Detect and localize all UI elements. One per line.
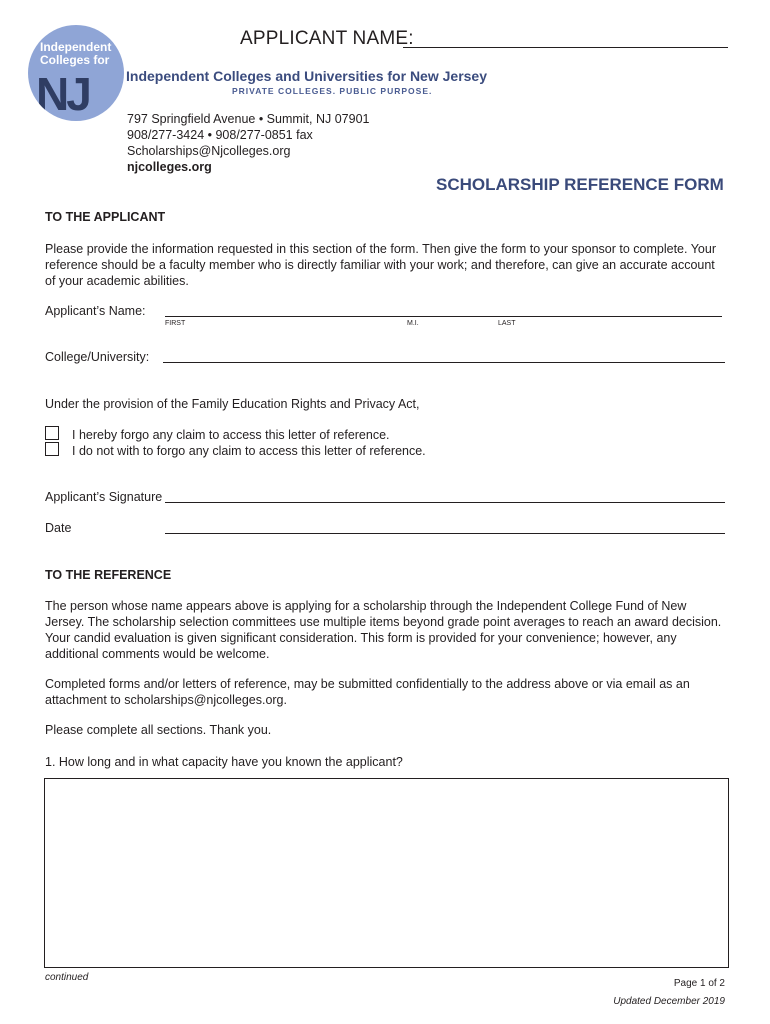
not-forgo-access-label: I do not with to forgo any claim to access this letter of reference. (72, 444, 426, 458)
reference-para-1: The person whose name appears above is applying for a scholarship through the Independent College Fund of New Jersey. The scholarship selection committees use multiple items beyond grade point averages to reach an award decision. Your candid evaluation is given significant consideration. This form is provided for your convenience; however, any additional comments would be welcome. (45, 599, 722, 661)
last-name-sublabel: LAST (498, 320, 516, 327)
logo-line-2: Colleges for (40, 53, 110, 67)
reference-section-heading: TO THE REFERENCE (45, 568, 172, 582)
org-tagline: PRIVATE COLLEGES. PUBLIC PURPOSE. (232, 86, 433, 96)
website: njcolleges.org (127, 160, 212, 174)
applicant-name-label: Applicant’s Name: (45, 304, 146, 318)
question-1-answer-box[interactable] (44, 778, 729, 968)
applicant-name-field[interactable] (165, 316, 722, 317)
applicant-section-heading: TO THE APPLICANT (45, 210, 166, 224)
applicant-name-header-field[interactable] (403, 47, 728, 48)
ferpa-text: Under the provision of the Family Education Rights and Privacy Act, (45, 397, 420, 411)
college-label: College/University: (45, 350, 150, 364)
reference-para-3: Please complete all sections. Thank you. (45, 723, 272, 737)
logo-mark: NJ (36, 68, 89, 120)
college-field[interactable] (163, 362, 725, 363)
forgo-access-label: I hereby forgo any claim to access this letter of reference. (72, 428, 390, 442)
date-label: Date (45, 521, 72, 535)
form-title: SCHOLARSHIP REFERENCE FORM (436, 175, 724, 194)
forgo-access-checkbox[interactable] (45, 426, 59, 440)
signature-field[interactable] (165, 502, 725, 503)
logo-line-1: Independent (40, 40, 112, 54)
first-name-sublabel: FIRST (165, 320, 186, 327)
page-number: Page 1 of 2 (673, 978, 725, 989)
applicant-intro: Please provide the information requested in this section of the form. Then give the form to your sponsor to complete. Your reference should be a faculty member who is directly familiar with your work; and therefore, can give an accurate account of your academic abilities. (45, 242, 716, 288)
logo (28, 25, 124, 121)
address: 797 Springfield Avenue • Summit, NJ 07901 (127, 112, 370, 126)
date-field[interactable] (165, 533, 725, 534)
continued-note: continued (45, 972, 89, 983)
question-1: 1. How long and in what capacity have you known the applicant? (45, 755, 403, 769)
updated-date: Updated December 2019 (613, 996, 725, 1007)
signature-label: Applicant’s Signature (45, 490, 163, 504)
applicant-name-header-label: APPLICANT NAME: (240, 28, 414, 49)
phone: 908/277-3424 • 908/277-0851 fax (127, 128, 313, 142)
reference-para-2: Completed forms and/or letters of reference, may be submitted confidentially to the address above or via email as an attachment to scholarships@njcolleges.org. (45, 677, 690, 707)
not-forgo-access-checkbox[interactable] (45, 442, 59, 456)
org-name: Independent Colleges and Universities for New Jersey (126, 68, 487, 84)
email: Scholarships@Njcolleges.org (127, 144, 291, 158)
middle-initial-sublabel: M.I. (407, 320, 419, 327)
